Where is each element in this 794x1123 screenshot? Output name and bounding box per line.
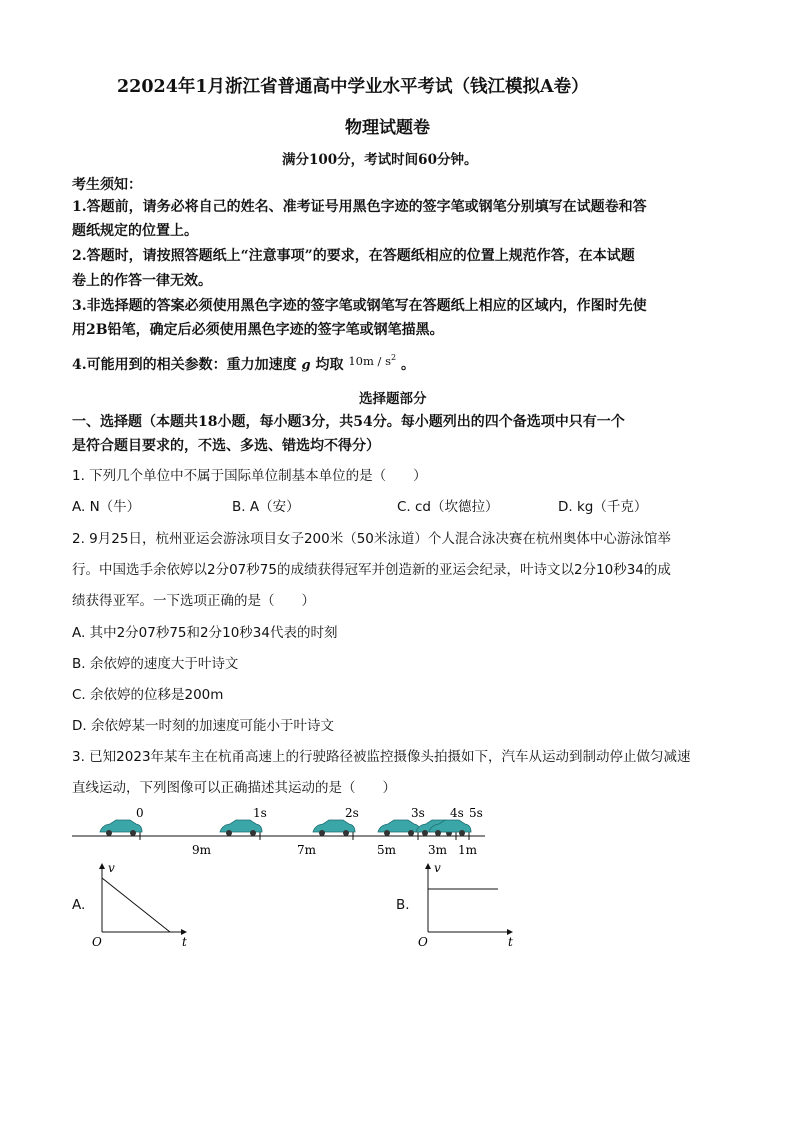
distance-label: 5m — [377, 843, 397, 857]
section-title: 选择题部分 — [359, 391, 427, 407]
velocity-line — [102, 878, 170, 932]
q2-option-a: A. 其中2分07秒75和2分10秒34代表的时刻 — [72, 625, 338, 641]
q3-stem-line: 直线运动，下列图像可以正确描述其运动的是（ ） — [72, 780, 396, 796]
q2-option-d: D. 余依婷某一时刻的加速度可能小于叶诗文 — [72, 718, 334, 734]
q1-stem: 1. 下列几个单位中不属于国际单位制基本单位的是（ ） — [72, 468, 427, 484]
q2-stem-line: 行。中国选手余依婷以2分07秒75的成绩获得冠军并创造新的亚运会纪录，叶诗文以2分10秒34的成 — [72, 562, 671, 578]
q2-option-b: B. 余依婷的速度大于叶诗文 — [72, 656, 239, 672]
section-intro-line: 一、选择题（本题共18小题，每小题3分，共54分。每小题列出的四个备选项中只有一个 — [72, 414, 625, 430]
graph-a — [90, 858, 200, 948]
section-intro-line: 是符合题目要求的，不选、多选、错选均不得分） — [72, 438, 380, 454]
q2-stem-line: 绩获得亚军。一下选项正确的是（ ） — [72, 593, 315, 609]
distance-label: 1m — [458, 843, 478, 857]
car-icon — [100, 820, 142, 836]
q2-option-c: C. 余依婷的位移是200m — [72, 687, 224, 703]
x-axis-label: t — [508, 935, 513, 948]
q1-option-c: C. cd（坎德拉） — [397, 499, 499, 515]
notice-item-4 — [72, 354, 415, 374]
time-label: 1s — [253, 806, 267, 820]
gravity-symbol: g — [301, 358, 311, 373]
graph-b — [416, 858, 526, 948]
x-axis-label: t — [182, 935, 187, 948]
time-label: 3s — [411, 806, 425, 820]
time-label: 0 — [136, 806, 144, 820]
distance-label: 7m — [297, 843, 317, 857]
exam-title: 22024年1月浙江省普通高中学业水平考试（钱江模拟A卷） — [117, 77, 589, 97]
q1-option-b: B. A（安） — [232, 499, 300, 515]
car-motion-diagram — [70, 800, 500, 860]
notice-line: 1.答题前，请务必将自己的姓名、准考证号用黑色字迹的签字笔或钢笔分别填写在试题卷和答 — [72, 199, 647, 215]
notice-heading: 考生须知： — [72, 177, 142, 193]
q3-stem-line: 3. 已知2023年某车主在杭甬高速上的行驶路径被监控摄像头拍摄如下，汽车从运动到制动停止做匀减速 — [72, 749, 691, 765]
notice-item-4-mid: 均取 — [315, 357, 344, 373]
notice-line: 2.答题时，请按照答题纸上“注意事项”的要求，在答题纸相应的位置上规范作答，在本试题 — [72, 248, 635, 264]
car-icon — [313, 820, 355, 836]
q2-stem-line: 2. 9月25日，杭州亚运会游泳项目女子200米（50米泳道）个人混合泳决赛在杭州奥体中心游泳馆举 — [72, 531, 671, 547]
y-axis-label: v — [108, 861, 115, 875]
car-icon — [378, 820, 420, 836]
origin-label: O — [92, 935, 102, 948]
notice-item-4-prefix: 4.可能用到的相关参数：重力加速度 — [72, 357, 297, 373]
q1-option-a: A. N（牛） — [72, 499, 141, 515]
y-axis-label: v — [434, 861, 441, 875]
time-label: 4s — [450, 806, 464, 820]
graph-a-label: A. — [72, 897, 86, 913]
origin-label: O — [418, 935, 428, 948]
score-info: 满分100分，考试时间60分钟。 — [282, 152, 478, 168]
time-label: 5s — [469, 806, 483, 820]
gravity-value: 10m / s2 — [348, 353, 397, 368]
q1-option-d: D. kg（千克） — [558, 499, 648, 515]
time-label: 2s — [345, 806, 359, 820]
paper-subtitle: 物理试题卷 — [345, 118, 430, 138]
notice-line: 用2B铅笔，确定后必须使用黑色字迹的签字笔或钢笔描黑。 — [72, 322, 444, 338]
graph-b-label: B. — [396, 897, 410, 913]
notice-line: 卷上的作答一律无效。 — [72, 273, 212, 289]
notice-line: 3.非选择题的答案必须使用黑色字迹的签字笔或钢笔写在答题纸上相应的区域内，作图时先使 — [72, 298, 647, 314]
notice-line: 题纸规定的位置上。 — [72, 223, 198, 239]
distance-label: 3m — [428, 843, 448, 857]
distance-label: 9m — [192, 843, 212, 857]
car-icon — [220, 820, 262, 836]
notice-item-4-end: 。 — [400, 357, 415, 373]
